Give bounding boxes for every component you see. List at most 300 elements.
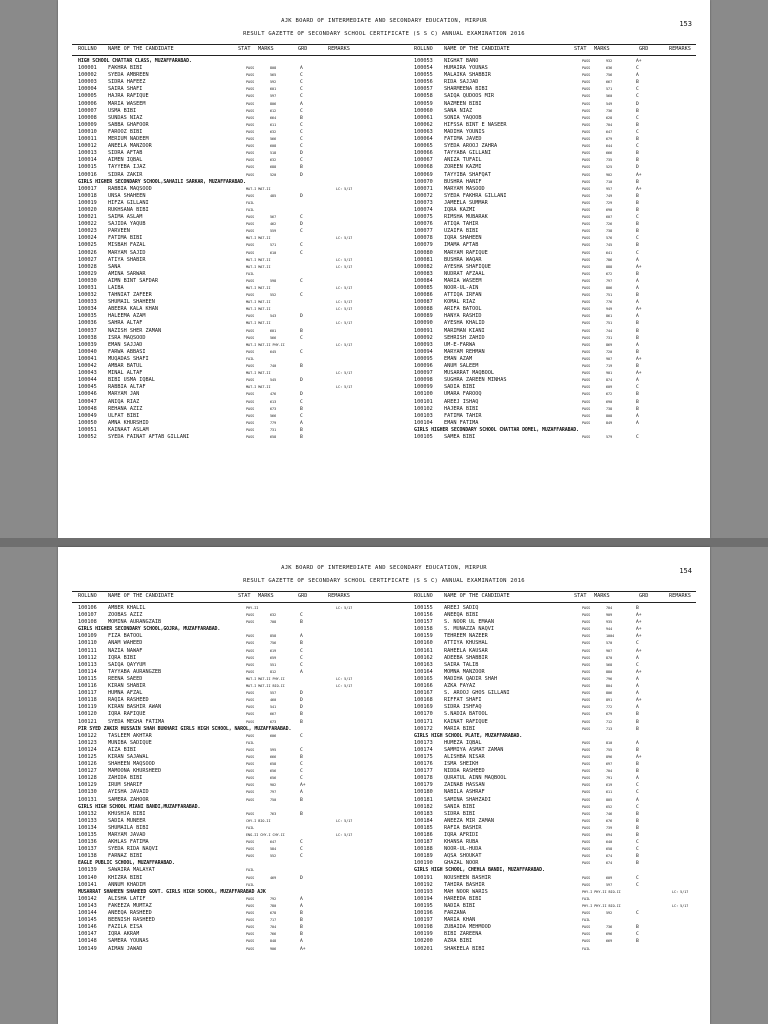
col-grd: GRD xyxy=(298,46,308,52)
grade: B xyxy=(636,762,639,768)
grade: A xyxy=(636,378,639,384)
results-column-left xyxy=(78,58,410,441)
grade: D xyxy=(636,165,639,171)
result-row xyxy=(414,79,704,86)
candidate-name: SEHRISH ZAHID xyxy=(444,334,485,341)
marks: 704 xyxy=(606,606,613,610)
marks: 751 xyxy=(606,293,613,298)
status: PASS xyxy=(246,698,255,703)
status: PASS xyxy=(246,747,255,752)
candidate-name: AMINA SARWAR xyxy=(108,270,146,277)
grade: C xyxy=(636,129,639,135)
grade: C xyxy=(300,129,303,135)
marks: 763 xyxy=(270,811,277,816)
grade: A xyxy=(300,420,303,426)
marks: 611 xyxy=(270,122,277,127)
candidate-name: HALEEMA AZAM xyxy=(108,313,146,320)
grade: B xyxy=(636,80,639,86)
grade: C xyxy=(300,840,303,846)
roll-number: 100194 xyxy=(414,895,433,902)
status: PASS xyxy=(582,137,591,142)
result-row xyxy=(78,434,410,441)
status: PASS xyxy=(246,314,255,319)
marks: 749 xyxy=(606,193,613,198)
candidate-name: SAMMIYA ASMAT ZAMAN xyxy=(444,746,504,753)
status: FAIL xyxy=(582,946,591,951)
roll-number: 100082 xyxy=(414,263,433,270)
marks: 808 xyxy=(270,66,277,71)
grade: A+ xyxy=(300,946,306,952)
roll-number: 100139 xyxy=(78,867,97,874)
result-row xyxy=(414,115,704,122)
roll-number: 100167 xyxy=(414,690,433,697)
remarks: LC: 5/17 xyxy=(336,606,353,610)
roll-number: 100122 xyxy=(78,732,97,739)
roll-number: 100015 xyxy=(78,164,97,171)
marks: 567 xyxy=(270,215,277,220)
roll-number: 100064 xyxy=(414,136,433,143)
grade: C xyxy=(636,840,639,846)
candidate-name: EMAN AZAM xyxy=(444,355,473,362)
candidate-name: IQRA AFRIDI xyxy=(444,832,479,838)
candidate-name: TAHNIAT ZAFEER xyxy=(108,292,152,299)
status: PASS xyxy=(582,385,591,390)
remarks: LC: 5/17 xyxy=(336,684,353,689)
marks: 679 xyxy=(606,137,613,142)
roll-number: 100044 xyxy=(78,377,97,384)
grade: C xyxy=(636,932,639,938)
status: PASS xyxy=(246,293,255,298)
result-row xyxy=(78,72,410,79)
status: PASS xyxy=(582,236,591,241)
status: PASS xyxy=(246,413,255,418)
gazette-page-153 xyxy=(58,0,710,538)
school-name: HIGH SCHOOL CHATTAR CLASS, MUZAFFARABAD. xyxy=(78,58,192,64)
result-row xyxy=(78,136,410,143)
marks: 791 xyxy=(606,776,613,781)
candidate-name: SANA xyxy=(108,263,121,270)
grade: C xyxy=(636,434,639,440)
marks: 667 xyxy=(270,712,277,717)
result-row xyxy=(414,413,704,420)
marks: 731 xyxy=(270,427,277,432)
candidate-name: SUGHRA ZAREEN MINHAS xyxy=(444,377,507,384)
status: PASS xyxy=(246,278,255,283)
candidate-name: MUNIBA SADIQUE xyxy=(108,739,152,746)
marks: 551 xyxy=(270,662,277,667)
status: PASS xyxy=(246,762,255,767)
roll-number: 100096 xyxy=(414,363,433,370)
roll-number: 100075 xyxy=(414,214,433,221)
status: PASS xyxy=(582,684,591,689)
result-row xyxy=(414,875,704,882)
grade: B xyxy=(300,115,303,121)
grade: A xyxy=(636,314,639,320)
grade: B xyxy=(636,392,639,398)
result-row xyxy=(78,896,410,903)
candidate-name: ANEEQA RASHEED xyxy=(108,910,152,917)
roll-number: 100143 xyxy=(78,902,97,909)
grade: B xyxy=(636,925,639,931)
marks: 598 xyxy=(270,278,277,283)
candidate-name: RUKHSANA BIBI xyxy=(108,206,149,213)
roll-number: 100086 xyxy=(414,292,433,299)
status: FAIL xyxy=(246,356,255,361)
grade: B xyxy=(300,925,303,931)
result-row xyxy=(414,399,704,406)
marks: 560 xyxy=(606,94,613,99)
grade: C xyxy=(300,144,303,150)
status: PASS xyxy=(246,80,255,85)
grade: C xyxy=(300,158,303,164)
grade: A xyxy=(636,797,639,803)
status: PASS xyxy=(582,606,591,610)
board-title: AJK BOARD OF INTERMEDIATE AND SECONDARY EDUCATION, MIRPUR xyxy=(281,18,487,24)
marks: 690 xyxy=(606,399,613,404)
grade: B xyxy=(636,811,639,817)
result-row xyxy=(414,860,704,867)
result-row xyxy=(78,719,410,726)
candidate-name: SAIQA QAYYUM xyxy=(108,661,146,668)
roll-number: 100004 xyxy=(78,86,97,93)
status: PASS xyxy=(582,321,591,326)
grade: B xyxy=(636,122,639,128)
status: PASS xyxy=(582,698,591,703)
roll-number: 100128 xyxy=(78,775,97,782)
marks: 571 xyxy=(606,87,613,92)
status: MAT-I MAT-II xyxy=(246,371,271,376)
candidate-name: UZAIFA BIBI xyxy=(444,228,479,235)
result-row xyxy=(414,626,704,633)
result-row xyxy=(78,65,410,72)
candidate-name: AQSA SHOUKAT xyxy=(444,853,482,860)
result-row xyxy=(78,186,410,193)
candidate-name: MALAIKA SHABBIR xyxy=(444,72,491,79)
candidate-name: ALISHBA NISAR xyxy=(444,753,485,760)
status: FAIL xyxy=(246,825,255,830)
result-row xyxy=(78,207,410,214)
status: PASS xyxy=(246,918,255,923)
marks: 656 xyxy=(270,769,277,774)
grade: A xyxy=(636,278,639,284)
grade: A xyxy=(636,73,639,79)
roll-number: 100009 xyxy=(78,121,97,128)
grade: C xyxy=(300,137,303,143)
roll-number: 100083 xyxy=(414,270,433,277)
result-row xyxy=(414,633,704,640)
status: PASS xyxy=(582,250,591,255)
roll-number: 100046 xyxy=(78,391,97,398)
result-row xyxy=(414,924,704,931)
grade: C xyxy=(636,115,639,121)
result-row xyxy=(78,669,410,676)
result-row xyxy=(414,384,704,391)
grade: D xyxy=(300,392,303,398)
status: PASS xyxy=(246,896,255,901)
result-row xyxy=(414,690,704,697)
status: PASS xyxy=(582,783,591,788)
result-row xyxy=(414,391,704,398)
result-row xyxy=(78,384,410,391)
roll-number: 100201 xyxy=(414,945,433,952)
roll-number: 100130 xyxy=(78,789,97,796)
result-row xyxy=(414,853,704,860)
candidate-name: RAHEELA KAUSAR xyxy=(444,647,488,654)
roll-number: 100017 xyxy=(78,185,97,192)
grade: A+ xyxy=(636,356,642,362)
marks: 518 xyxy=(270,151,277,156)
grade: A xyxy=(636,740,639,746)
result-row xyxy=(78,164,410,171)
roll-number: 100169 xyxy=(414,704,433,711)
candidate-name: MOMINA AURANGZAIB xyxy=(108,619,162,626)
roll-number: 100029 xyxy=(78,270,97,277)
candidate-name: TAYYABA AURANGZEB xyxy=(108,668,162,675)
grade: A xyxy=(300,101,303,107)
candidate-name: RIDA SAJJAD xyxy=(444,79,479,86)
status: PASS xyxy=(582,59,591,63)
roll-number: 100098 xyxy=(414,377,433,384)
result-row xyxy=(78,221,410,228)
result-row xyxy=(78,320,410,327)
candidate-name: FAROOZ BIBI xyxy=(108,128,143,135)
status: PASS xyxy=(246,406,255,411)
roll-number: 100033 xyxy=(78,299,97,306)
roll-number: 100016 xyxy=(78,171,97,178)
marks: 584 xyxy=(270,847,277,852)
marks: 673 xyxy=(270,719,277,724)
marks: 792 xyxy=(270,896,277,901)
status: PASS xyxy=(582,420,591,425)
status: PASS xyxy=(582,73,591,78)
candidate-name: BUSHRA WAQAR xyxy=(444,256,482,263)
status: PASS xyxy=(246,620,255,625)
roll-number: 100056 xyxy=(414,79,433,86)
grade: C xyxy=(636,250,639,256)
result-row xyxy=(78,228,410,235)
roll-number: 100038 xyxy=(78,334,97,341)
candidate-name: HUMNA AFZAL xyxy=(108,690,143,697)
roll-number: 100070 xyxy=(414,178,433,185)
column-header-right xyxy=(414,593,704,601)
grade: D xyxy=(300,172,303,178)
candidate-name: NOUSHEEN BASHIR xyxy=(444,874,491,881)
grade: B xyxy=(636,137,639,143)
candidate-name: ANIZA TUFAIL xyxy=(444,157,482,164)
roll-number: 100142 xyxy=(78,895,97,902)
result-row xyxy=(414,662,704,669)
grade: C xyxy=(300,413,303,419)
result-row xyxy=(414,278,704,285)
roll-number: 100131 xyxy=(78,796,97,803)
marks: 676 xyxy=(606,818,613,823)
status: PASS xyxy=(582,207,591,212)
gazette-page-154 xyxy=(58,547,710,1024)
roll-number: 100136 xyxy=(78,839,97,846)
status: MAT-I MAT-II xyxy=(246,307,271,312)
marks: 576 xyxy=(606,236,613,241)
roll-number: 100037 xyxy=(78,327,97,334)
result-row xyxy=(414,676,704,683)
candidate-name: QURATUL AINN MAQBOOL xyxy=(444,775,507,782)
result-row xyxy=(414,917,704,924)
status: PASS xyxy=(246,193,255,198)
col-marks: MARKS xyxy=(594,593,610,599)
grade: C xyxy=(636,144,639,150)
roll-number: 100121 xyxy=(78,718,97,725)
candidate-name: TAYYIBA SHAFQAT xyxy=(444,171,491,178)
grade: A+ xyxy=(636,613,642,619)
candidate-name: BIBI USMA IQBAL xyxy=(108,377,155,384)
candidate-name: FARZANA xyxy=(444,910,466,917)
remarks: LC: 5/17 xyxy=(336,321,353,326)
candidate-name: HIFZA GILLANI xyxy=(108,199,149,206)
roll-number: 100103 xyxy=(414,412,433,419)
marks: 640 xyxy=(606,840,613,845)
candidate-name: EMAN SAJJAD xyxy=(108,341,143,348)
result-row xyxy=(78,313,410,320)
grade: C xyxy=(636,87,639,93)
result-row xyxy=(78,335,410,342)
candidate-name: SHUMAILA BIBI xyxy=(108,824,149,831)
roll-number: 100177 xyxy=(414,768,433,775)
grade: B xyxy=(300,918,303,924)
roll-number: 100176 xyxy=(414,761,433,768)
status: PASS xyxy=(582,719,591,724)
roll-number: 100111 xyxy=(78,647,97,654)
result-row xyxy=(414,356,704,363)
status: PASS xyxy=(582,655,591,660)
candidate-name: SHAKEELA BIBI xyxy=(444,945,485,952)
status: PASS xyxy=(246,349,255,354)
result-row xyxy=(414,839,704,846)
status: PASS xyxy=(246,94,255,99)
results-column-left xyxy=(78,605,410,953)
status: PASS xyxy=(246,754,255,759)
roll-number: 100031 xyxy=(78,285,97,291)
candidate-name: SAIMA ASLAM xyxy=(108,214,143,221)
marks: 674 xyxy=(606,854,613,859)
status: PASS xyxy=(582,378,591,383)
marks: 907 xyxy=(606,356,613,361)
status: PASS xyxy=(246,101,255,106)
status: PASS xyxy=(246,151,255,156)
result-row xyxy=(414,740,704,747)
result-row xyxy=(78,242,410,249)
roll-number: 100193 xyxy=(414,888,433,895)
status: PASS xyxy=(246,811,255,816)
school-heading xyxy=(78,179,410,186)
result-row xyxy=(78,655,410,662)
col-grd: GRD xyxy=(298,593,308,599)
column-header-left xyxy=(78,46,388,54)
remarks: LC: 5/17 xyxy=(336,264,353,269)
marks: 647 xyxy=(270,840,277,845)
status: PASS xyxy=(582,307,591,312)
candidate-name: FATIMA BIBI xyxy=(108,235,143,242)
marks: 669 xyxy=(606,939,613,944)
status: PASS xyxy=(246,641,255,646)
result-row xyxy=(414,782,704,789)
col-name: NAME OF THE CANDIDATE xyxy=(444,593,510,599)
candidate-name: SAMERA YOUNAS xyxy=(108,938,149,945)
result-row xyxy=(414,328,704,335)
result-row xyxy=(414,797,704,804)
result-row xyxy=(78,903,410,910)
grade: A xyxy=(300,66,303,72)
roll-number: 100112 xyxy=(78,654,97,661)
candidate-name: AKHLAS FATIMA xyxy=(108,839,149,846)
grade: C xyxy=(300,278,303,284)
result-row xyxy=(414,363,704,370)
marks: 696 xyxy=(606,932,613,937)
status: MAT-I MAT-II PHY-II xyxy=(246,676,285,681)
grade: C xyxy=(300,399,303,405)
marks: 772 xyxy=(606,705,613,710)
candidate-name: KHIZRA BIBI xyxy=(108,874,143,881)
candidate-name: MADIHA QADIR SHAH xyxy=(444,675,498,682)
result-row xyxy=(78,200,410,207)
marks: 944 xyxy=(606,627,613,632)
marks: 812 xyxy=(270,669,277,674)
status: MAT-I MAT-II xyxy=(246,300,271,305)
school-heading xyxy=(78,860,410,867)
school-heading xyxy=(78,889,410,896)
result-row xyxy=(414,896,704,903)
marks: 720 xyxy=(606,349,613,354)
status: PASS xyxy=(582,300,591,305)
result-row xyxy=(414,129,704,136)
roll-number: 100127 xyxy=(78,768,97,775)
roll-number: 100048 xyxy=(78,405,97,412)
result-row xyxy=(414,285,704,292)
grade: C xyxy=(636,94,639,100)
col-stat: STAT xyxy=(574,46,587,52)
candidate-name: KOMAL RIAZ xyxy=(444,299,476,306)
status: MAT-I MAT-II xyxy=(246,264,271,269)
col-stat: STAT xyxy=(238,593,251,599)
candidate-name: TAYYABA GILLANI xyxy=(444,150,491,157)
result-row xyxy=(78,875,410,882)
candidate-name: SAIRA SHAFI xyxy=(108,86,143,93)
status: PASS xyxy=(246,137,255,142)
status: PASS xyxy=(582,875,591,880)
candidate-name: ISMA SHEIKH xyxy=(444,761,479,768)
grade: A+ xyxy=(636,634,642,640)
status: FAIL xyxy=(246,868,255,873)
result-row xyxy=(78,413,410,420)
result-row xyxy=(414,186,704,193)
marks: 612 xyxy=(270,108,277,113)
grade: B xyxy=(636,193,639,199)
rule-line xyxy=(72,55,696,56)
status: FAIL xyxy=(582,918,591,923)
roll-number: 100007 xyxy=(78,107,97,114)
grade: B xyxy=(636,825,639,831)
roll-number: 100028 xyxy=(78,263,97,270)
candidate-name: UNSA SHAHEEN xyxy=(108,192,146,199)
grade: C xyxy=(300,250,303,256)
roll-number: 100067 xyxy=(414,157,433,164)
roll-number: 100182 xyxy=(414,803,433,810)
roll-number: 100104 xyxy=(414,419,433,426)
status: PASS xyxy=(582,229,591,234)
candidate-name: MINAL ALTAF xyxy=(108,370,143,377)
grade: B xyxy=(300,620,303,626)
marks: 805 xyxy=(606,797,613,802)
candidate-name: RAQIA RASHEED xyxy=(108,697,149,704)
status: PASS xyxy=(246,932,255,937)
